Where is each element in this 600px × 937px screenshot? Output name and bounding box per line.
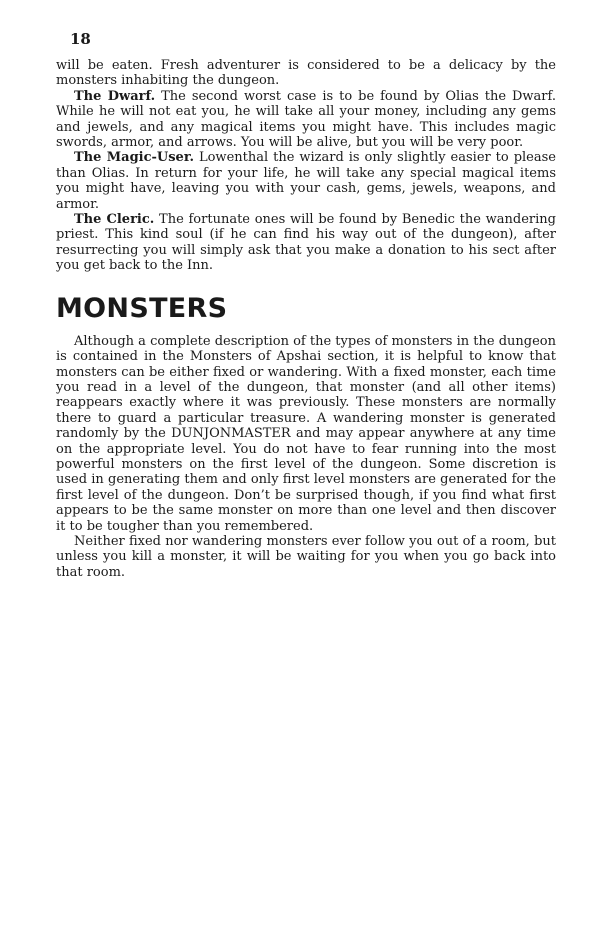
document-page bbox=[56, 30, 556, 580]
continuation-paragraph: will be eaten. Fresh adventurer is considered to be a delicacy by the monsters inhabiting the dungeon. bbox=[56, 58, 556, 89]
magic-user-text: Lowenthal the wizard is only slightly easier to please than Olias. In return for your life, he will take any special magical items you might have, leaving you with your cash, gems, jewels, weapons, and armor. bbox=[56, 150, 556, 212]
monsters-heading: MONSTERS bbox=[56, 292, 228, 324]
cleric-text: The fortunate ones will be found by Benedic the wandering priest. This kind soul (if he can find his way out of the dungeon), after resurrecting you will simply ask that you make a donation to his sect after you get back to the Inn. bbox=[56, 212, 557, 274]
dwarf-text: The second worst case is to be found by Olias the Dwarf. While he will not eat you, he will take all your money, including any gems and jewels, and any magical items you might have. This includes magic swords, armor, and arrows. You will be alive, but you will be very poor. bbox=[56, 88, 556, 151]
cleric-paragraph bbox=[56, 212, 556, 274]
page-number: 18 bbox=[70, 30, 91, 48]
cleric-heading: The Cleric. bbox=[74, 212, 155, 228]
dwarf-heading: The Dwarf. bbox=[74, 88, 156, 104]
monsters-paragraph-1: Although a complete description of the types of monsters in the dungeon is contained in the Monsters of Apshai section, it is helpful to know that monsters can be either fixed or wandering. With a fixed monster, each time you read in a level of the dungeon, that monster (and all other items) reappears exactly where it was previously. These monsters are normally there to guard a particular treasure. A wandering monster is generated randomly by the DUNJONMASTER and may appear anywhere at any time on the appropriate level. You do not have to fear running into the most powerful monsters on the first level of the dungeon. Some discretion is used in generating them and only first level monsters are generated for the first level of the dungeon. Don’t be surprised though, if you find what first appears to be the same monster on more than one level and then discover it to be tougher than you remembered. bbox=[56, 333, 556, 534]
monsters-paragraph-2: Neither fixed nor wandering monsters ever follow you out of a room, but unless you kill a monster, it will be waiting for you when you go back into that room. bbox=[56, 533, 556, 580]
magic-user-heading: The Magic-User. bbox=[74, 150, 195, 166]
dwarf-paragraph bbox=[56, 89, 556, 151]
magic-user-paragraph bbox=[56, 150, 556, 212]
